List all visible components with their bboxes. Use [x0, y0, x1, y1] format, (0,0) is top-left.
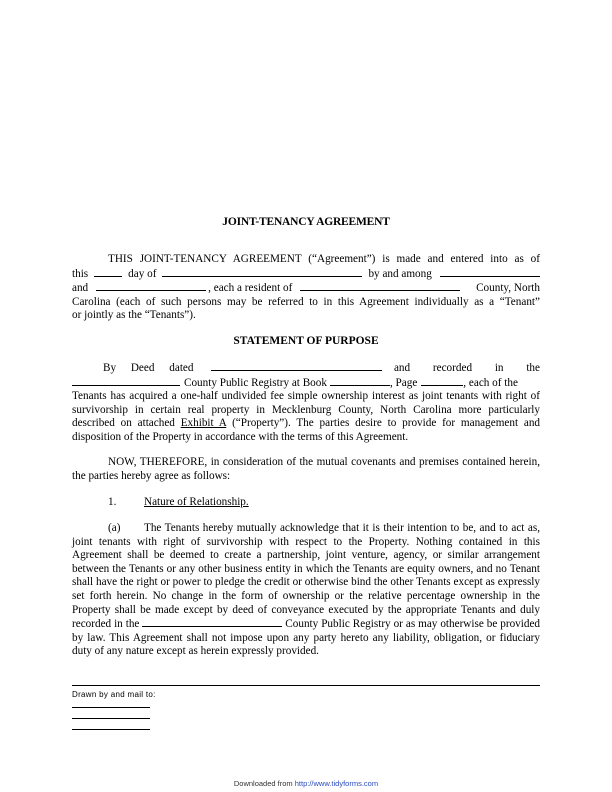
mail-to-line-3: [72, 729, 150, 730]
now-therefore-paragraph: NOW, THEREFORE, in consideration of the mutual covenants and premises contained herein, the parties hereby agree as follows:: [72, 456, 540, 482]
section-1-heading: 1. Nature of Relationship.: [108, 496, 249, 508]
clause-a-paragraph: (a) The Tenants hereby mutually acknowledge that it is their intention to be, and to act as, joint tenants with right of survivorship with respect to the Property. Nothing contained in this Agreement shall be deemed to create a partnership, joint venture, agency, or similar arrangement between the Tenants or any other business entity in which the Tenants are equity owners, and no Tenant shall have the right or power to pledge the credit or otherwise bind the other Tenants except as expressly set forth herein. No change in the form of ownership or the relative percentage ownership in the Property shall be made except by deed of conveyance executed by the appropriate Tenants and duly recorded in the County Public Registry or as may otherwise be provided by law. This Agreement shall not impose upon any party hereto any liability, obligation, or fiduciary duty of any nature except as herein expressly provided.: [72, 522, 541, 658]
purpose-paragraph: By Deed dated and recorded in the County Public Registry at Book , Page , each of the Tenants has acquired a one-half undivided fee simple ownership interest as joint tenants with right of survivorship in certain real property in Mecklenburg County, North Carolina more particularly described on attached Exhibit A (“Property”). The parties desire to provide for management and disposition of the Property in accordance with the terms of this Agreement.: [72, 362, 541, 443]
statement-heading: STATEMENT OF PURPOSE: [233, 335, 379, 347]
exhibit-a-reference: Exhibit A: [180, 417, 227, 430]
footer-link[interactable]: http://www.tidyforms.com: [294, 779, 379, 788]
footer-divider: [72, 685, 540, 686]
mail-to-line-1: [72, 707, 150, 708]
intro-paragraph: THIS JOINT-TENANCY AGREEMENT (“Agreement”) is made and entered into as of this day of by and among and , each a resident of County, North Carolina (each of such persons may be referred to in this Agreement individually as a “Tenant” or jointly as the “Tenants”).: [72, 253, 540, 322]
download-footer: Downloaded from http://www.tidyforms.com: [233, 779, 379, 788]
document-title: JOINT-TENANCY AGREEMENT: [222, 216, 390, 228]
drawn-by-label: Drawn by and mail to:: [72, 690, 156, 699]
mail-to-line-2: [72, 718, 150, 719]
